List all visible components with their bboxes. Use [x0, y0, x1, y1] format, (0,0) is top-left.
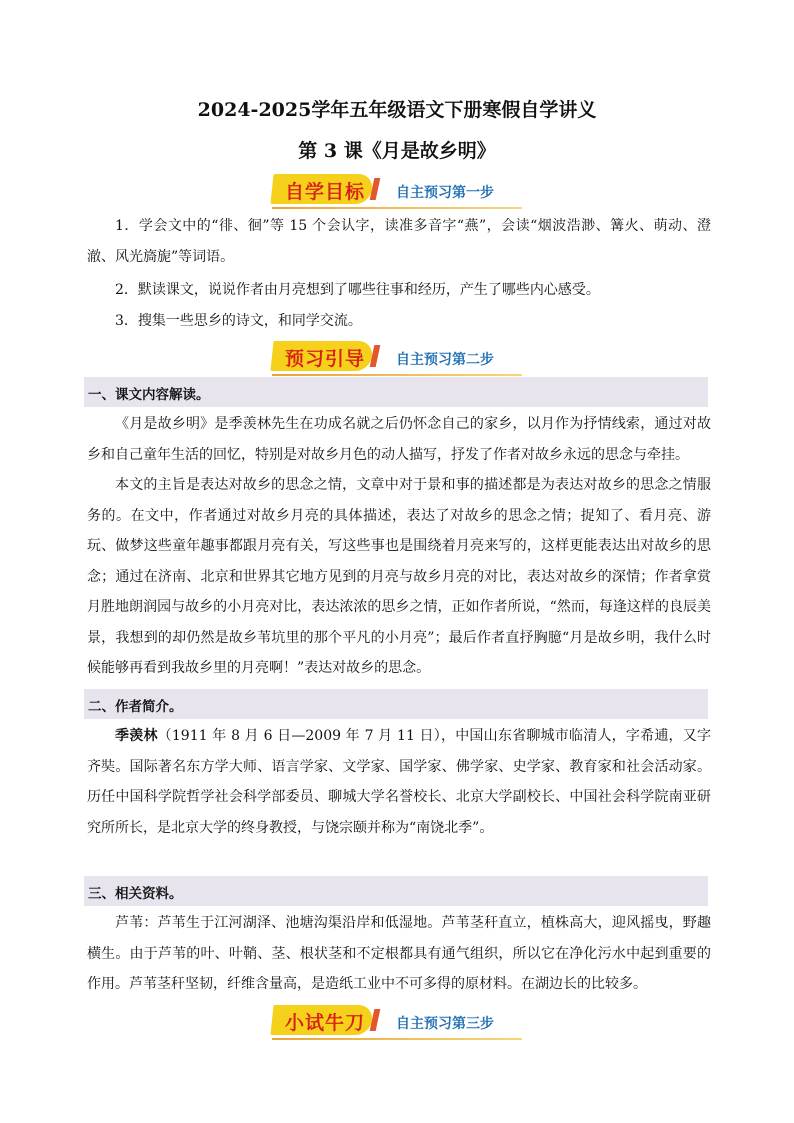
section-heading	[84, 689, 708, 719]
banner-subtitle: 自主预习第三步	[396, 1016, 494, 1032]
goal-item: 1．学会文中的“徘、徊”等 15 个会认字，读准多音字“燕”，会读“烟波浩渺、篝火、萌动、澄澈、风光旖旎”等词语。	[87, 218, 711, 265]
banner-underline	[272, 374, 522, 376]
document-title: 2024-2025学年五年级语文下册寒假自学讲义	[197, 99, 597, 121]
banner-subtitle: 自主预习第二步	[396, 352, 494, 368]
banner-arrow-icon	[370, 1009, 391, 1031]
banner-label: 预习引导	[284, 348, 365, 370]
goal-item: 3．搜集一些思乡的诗文，和同学交流。	[115, 313, 362, 329]
banner-underline	[272, 1038, 522, 1040]
author-bio	[87, 721, 711, 843]
banner-label: 自学目标	[284, 181, 365, 203]
banner-label: 小试牛刀	[284, 1012, 365, 1034]
goal-item: 2．默读课文，说说作者由月亮想到了哪些往事和经历，产生了哪些内心感受。	[115, 282, 600, 298]
section-heading	[84, 377, 708, 407]
reference-term: 芦苇	[115, 915, 144, 931]
reference-text: ：芦苇生于江河湖泽、池塘沟渠沿岸和低湿地。芦苇茎秆直立，植株高大，迎风摇曳，野趣横生。由于芦苇的叶、叶鞘、茎、根状茎和不定根都具有通气组织，所以它在净化污水中起到重要的作用。芦苇茎秆坚韧，纤维含量高，是造纸工业中不可多得的原材料。在湖边长的比较多。	[87, 915, 711, 992]
author-name: 季羡林	[115, 728, 158, 744]
section-heading	[84, 876, 708, 906]
banner-preview-guide	[272, 341, 524, 375]
reference-material	[87, 908, 711, 1000]
banner-self-study-goals	[272, 174, 524, 208]
banner-underline	[272, 207, 522, 209]
paragraph: 本文的主旨是表达对故乡的思念之情，文章中对于景和事的描述都是为表达对故乡的思念之情服务的。在文中，作者通过对故乡月亮的具体描述，表达了对故乡的思念之情；捉知了、看月亮、游玩、做梦这些童年趣事都跟月亮有关，写这些事也是围绕着月亮来写的，这样更能表达出对故乡的思念；通过在济南、北京和世界其它地方见到的月亮与故乡月亮的对比，表达对故乡的深情；作者拿赏月胜地朗润园与故乡的小月亮对比，表达浓浓的思乡之情，正如作者所说，“然而，每逢这样的良辰美景，我想到的却仍然是故乡苇坑里的那个平凡的小月亮”；最后作者直抒胸臆“月是故乡明，我什么时候能够再看到我故乡里的月亮啊！”表达对故乡的思念。	[87, 477, 711, 676]
section-heading-text: 二、作者简介。	[88, 699, 183, 715]
section-heading-text: 三、相关资料。	[88, 886, 183, 902]
lesson-title: 第 3 课《月是故乡明》	[298, 140, 496, 162]
paragraph: 《月是故乡明》是季羡林先生在功成名就之后仍怀念自己的家乡，以月作为抒情线索，通过对故乡和自己童年生活的回忆，特别是对故乡月色的动人描写，抒发了作者对故乡永远的思念与牵挂。	[87, 416, 711, 463]
section-heading-text: 一、课文内容解读。	[88, 387, 210, 403]
banner-try-it	[272, 1005, 524, 1039]
banner-arrow-icon	[370, 345, 391, 367]
banner-subtitle: 自主预习第一步	[396, 185, 494, 201]
author-bio-text: （1911 年 8 月 6 日—2009 年 7 月 11 日），中国山东省聊城市临清人，字希逋，又字齐奘。国际著名东方学大师、语言学家、文学家、国学家、佛学家、史学家、教育家和社会活动家。历任中国科学院哲学社会科学部委员、聊城大学名誉校长、北京大学副校长、中国社会科学院南亚研究所所长，是北京大学的终身教授，与饶宗颐并称为“南饶北季”。	[87, 728, 711, 836]
banner-arrow-icon	[370, 178, 391, 200]
